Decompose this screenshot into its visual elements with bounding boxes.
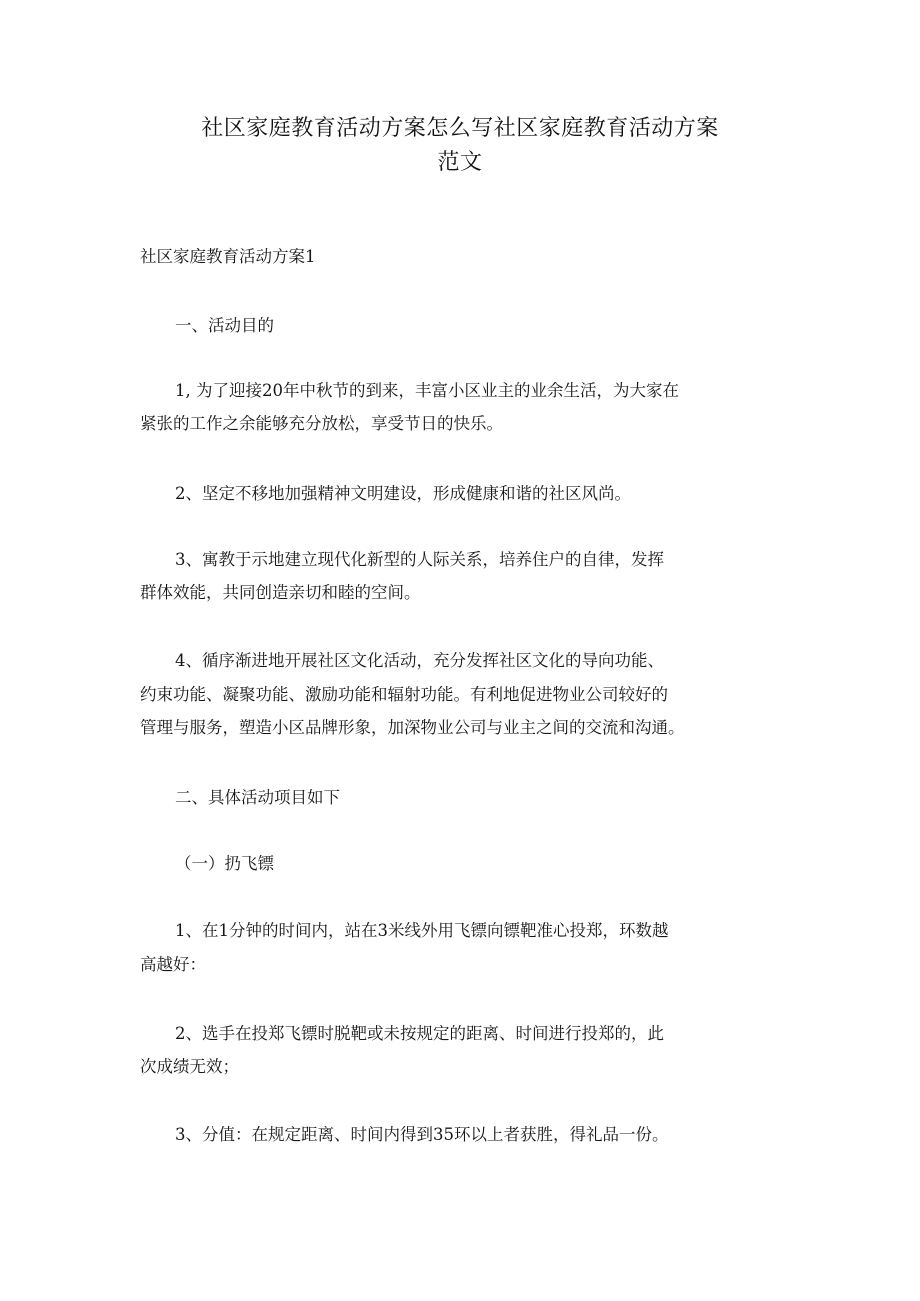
document-title-line-1: 社区家庭教育活动方案怎么写社区家庭教育活动方案 <box>201 116 719 141</box>
rule-1-line-2: 高越好： <box>140 955 206 974</box>
rule-2-line-2: 次成绩无效； <box>140 1057 239 1076</box>
paragraph-2-line-1: 2、坚定不移地加强精神文明建设，形成健康和谐的社区风尚。 <box>175 484 631 503</box>
paragraph-3-line-2: 群体效能，共同创造亲切和睦的空间。 <box>140 583 421 602</box>
part1-heading: 一、活动目的 <box>175 316 274 335</box>
rule-1-line-1: 1、在1分钟的时间内，站在3米线外用飞镖向镖靶准心投郑，环数越 <box>175 921 669 940</box>
rule-2-line-1: 2、选手在投郑飞镖时脱靶或未按规定的距离、时间进行投郑的，此 <box>175 1024 664 1043</box>
paragraph-1-line-2: 紧张的工作之余能够充分放松，享受节日的快乐。 <box>140 414 503 433</box>
sub1-heading: （一）扔飞镖 <box>175 854 274 873</box>
rule-3-line-1: 3、分值：在规定距离、时间内得到35环以上者获胜，得礼品一份。 <box>175 1125 669 1144</box>
paragraph-3-line-1: 3、寓教于示地建立现代化新型的人际关系，培养住户的自律，发挥 <box>175 550 664 569</box>
paragraph-4-line-3: 管理与服务，塑造小区品牌形象，加深物业公司与业主之间的交流和沟通。 <box>140 718 685 737</box>
paragraph-1-line-1: 1, 为了迎接20年中秋节的到来，丰富小区业主的业余生活，为大家在 <box>175 381 679 400</box>
part2-heading: 二、具体活动项目如下 <box>175 788 340 807</box>
paragraph-4-line-1: 4、循序渐进地开展社区文化活动，充分发挥社区文化的导向功能、 <box>175 651 664 670</box>
document-title <box>140 112 780 180</box>
paragraph-4-line-2: 约束功能、凝聚功能、激励功能和辐射功能。有利地促进物业公司较好的 <box>140 685 668 704</box>
section-title: 社区家庭教育活动方案1 <box>140 247 316 266</box>
document-title-line-2: 范文 <box>437 150 483 175</box>
